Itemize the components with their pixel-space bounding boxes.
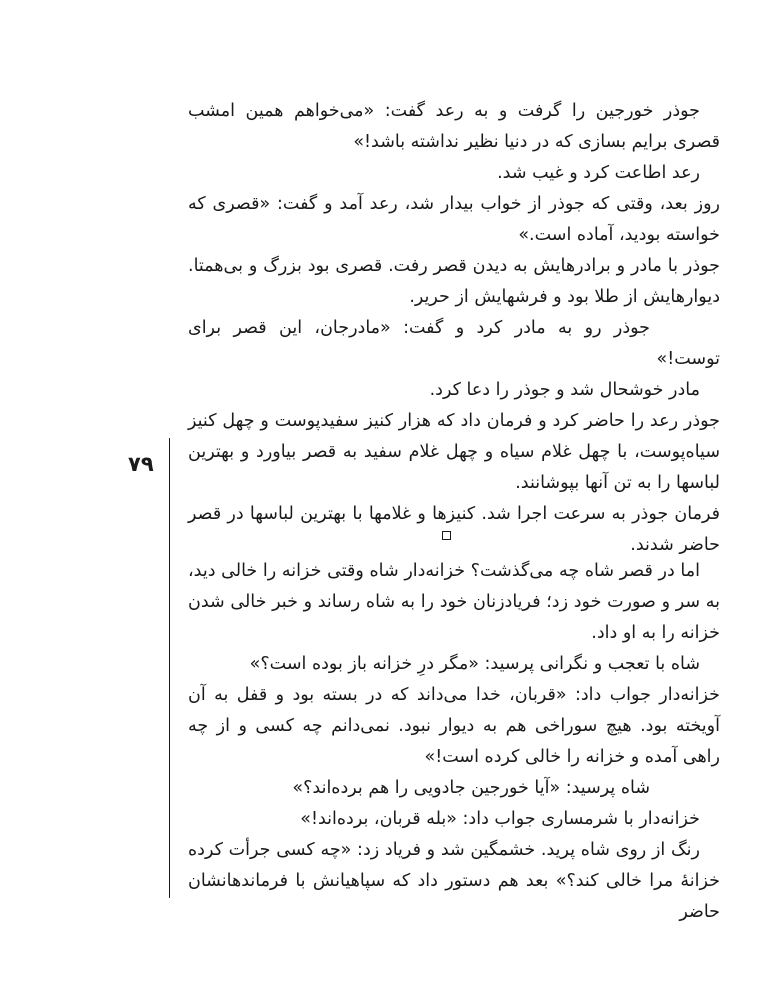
paragraph: خزانه‌دار جواب داد: «قربان، خدا می‌داند که در بسته بود و قفل به آن آویخته بود. هیچ سوراخی هم به دیوار نبود. نمی‌دانم چه کسی و از چه راهی آمده و خزانه را خالی کرده است!» — [188, 685, 720, 767]
paragraph: شاه پرسید: «آیا خورجین جادویی را هم برده‌اند؟» — [292, 778, 650, 798]
paragraph: روز بعد، وقتی که جوذر از خواب بیدار شد، رعد آمد و گفت: «قصری که خواسته بودید، آماده است.» — [188, 194, 720, 245]
story-text-top — [188, 96, 720, 561]
paragraph: مادر خوشحال شد و جوذر را دعا کرد. — [429, 380, 700, 400]
paragraph: جوذر رو به مادر کرد و گفت: «مادرجان، این قصر برای توست!» — [188, 318, 720, 369]
paragraph: رنگ از روی شاه پرید. خشمگین شد و فریاد زد: «چه کسی جرأت کرده خزانهٔ مرا خالی کند؟» بعد هم دستور داد که سپاهیانش با فرماندهانشان حاضر — [188, 840, 720, 922]
paragraph: شاه با تعجب و نگرانی پرسید: «مگر درِ خزانه باز بوده است؟» — [249, 654, 700, 674]
page-number: ۷۹ — [128, 452, 154, 476]
paragraph: جوذر با مادر و برادرهایش به دیدن قصر رفت. قصری بود بزرگ و بی‌همتا. دیوارهایش از طلا بود و فرشهایش از حریر. — [188, 256, 720, 307]
paragraph: جوذر رعد را حاضر کرد و فرمان داد که هزار کنیز سفیدپوست و چهل کنیز سیاه‌پوست، با چهل غلام سیاه و چهل غلام سفید به قصر بیاورد و بهترین لباسها را به تن آنها بپوشانند. — [188, 411, 720, 493]
paragraph: خزانه‌دار با شرمساری جواب داد: «بله قربان، برده‌اند!» — [300, 809, 700, 829]
paragraph: اما در قصر شاه چه می‌گذشت؟ خزانه‌دار شاه وقتی خزانه را خالی دید، به سر و صورت خود زد؛ فریادزنان خود را به شاه رساند و خبر خالی شدن خزانه را به او داد. — [188, 561, 720, 643]
paragraph: فرمان جوذر به سرعت اجرا شد. کنیزها و غلامها با بهترین لباسها در قصر حاضر شدند. — [188, 504, 720, 555]
paragraph: رعد اطاعت کرد و غیب شد. — [497, 163, 700, 183]
story-text-bottom — [188, 556, 720, 928]
paragraph: جوذر خورجین را گرفت و به رعد گفت: «می‌خواهم همین امشب قصری برایم بسازی که در دنیا نظیر نداشته باشد!» — [188, 101, 720, 152]
section-divider-square — [442, 531, 451, 540]
margin-rule — [169, 438, 170, 898]
